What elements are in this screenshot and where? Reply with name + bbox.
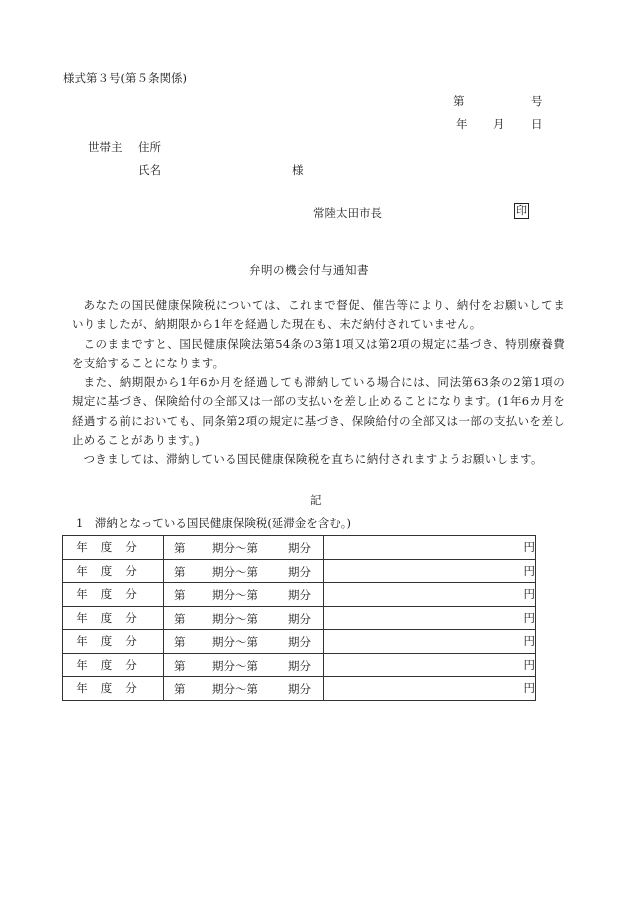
- table-row: [63, 653, 536, 677]
- paragraph: あなたの国民健康保険税については、これまで督促、催告等により、納付をお願いしてまいりましたが、納期限から1年を経過した現在も、未だ納付されていません。: [72, 298, 565, 332]
- period-range: 期分～第: [212, 611, 258, 626]
- household-head-label: 世帯主: [88, 140, 123, 154]
- fiscal-year-cell: 年度分: [63, 653, 164, 677]
- table-row: [63, 583, 536, 607]
- fiscal-year-cell: 年度分: [63, 606, 164, 630]
- period-to: 期分: [288, 658, 311, 673]
- amount-cell: 円: [324, 559, 536, 583]
- period-from: 第: [174, 635, 186, 649]
- fiscal-year-cell: 年度分: [63, 559, 164, 583]
- table-row: [63, 536, 536, 560]
- paragraph: また、納期限から1年6か月を経過しても滞納している場合には、同法第63条の2第1項の規定に基づき、保険給付の全部又は一部の支払いを差し止めることになります。(1年6カ月を経過する前においても、同条第2項の規定に基づき、保険給付の全部又は一部の支払いを差し止めることがあります。): [72, 375, 565, 448]
- period-range: 期分～第: [212, 588, 258, 602]
- section-1-title: 1 滞納となっている国民健康保険税(延滞金を含む。): [76, 516, 352, 530]
- fiscal-year-cell: 年度分: [63, 677, 164, 701]
- period-from: 第: [174, 682, 186, 696]
- amount-cell: 円: [324, 606, 536, 630]
- period-cell: [164, 630, 324, 654]
- paragraph: このままですと、国民健康保険法第54条の3第1項又は第2項の規定に基づき、特別療養費を支給することになります。: [72, 336, 565, 370]
- period-to: 期分: [288, 611, 311, 626]
- period-cell: [164, 583, 324, 607]
- period-to: 期分: [288, 541, 311, 555]
- period-from: 第: [174, 611, 186, 626]
- arrears-table: [62, 535, 536, 701]
- period-to: 期分: [288, 682, 311, 696]
- period-range: 期分～第: [212, 682, 258, 696]
- period-cell: [164, 653, 324, 677]
- period-to: 期分: [288, 635, 311, 649]
- number-dai: 第: [453, 94, 465, 108]
- table-row: [63, 559, 536, 583]
- ki-heading: 記: [310, 493, 322, 507]
- table-row: [63, 630, 536, 654]
- address-label: 住所: [138, 140, 161, 154]
- period-cell: [164, 677, 324, 701]
- name-label: 氏名: [138, 163, 161, 177]
- paragraph: つきましては、滞納している国民健康保険税を直ちに納付されますようお願いします。: [83, 452, 543, 467]
- period-range: 期分～第: [212, 635, 258, 649]
- period-from: 第: [174, 541, 186, 555]
- period-range: 期分～第: [212, 541, 258, 555]
- table-row: [63, 677, 536, 701]
- fiscal-year-cell: 年度分: [63, 583, 164, 607]
- amount-cell: 円: [324, 536, 536, 560]
- document-title: 弁明の機会付与通知書: [249, 263, 369, 277]
- period-from: 第: [174, 564, 186, 579]
- amount-cell: 円: [324, 630, 536, 654]
- period-cell: [164, 606, 324, 630]
- body-text: [72, 296, 565, 470]
- period-from: 第: [174, 658, 186, 673]
- date-month: 月: [493, 117, 505, 131]
- period-to: 期分: [288, 588, 311, 602]
- amount-cell: 円: [324, 583, 536, 607]
- date-year: 年: [456, 117, 468, 131]
- amount-cell: 円: [324, 653, 536, 677]
- period-cell: [164, 559, 324, 583]
- issuer-name: 常陸太田市長: [313, 206, 382, 220]
- period-to: 期分: [288, 564, 311, 579]
- table-row: [63, 606, 536, 630]
- honorific: 様: [292, 163, 304, 177]
- period-from: 第: [174, 588, 186, 602]
- period-range: 期分～第: [212, 658, 258, 673]
- number-go: 号: [531, 94, 543, 108]
- official-seal: 印: [516, 204, 527, 217]
- amount-cell: 円: [324, 677, 536, 701]
- fiscal-year-cell: 年度分: [63, 630, 164, 654]
- fiscal-year-cell: 年度分: [63, 536, 164, 560]
- period-cell: [164, 536, 324, 560]
- period-range: 期分～第: [212, 564, 258, 579]
- date-day: 日: [531, 117, 543, 131]
- form-label: 様式第３号(第５条関係): [63, 71, 187, 85]
